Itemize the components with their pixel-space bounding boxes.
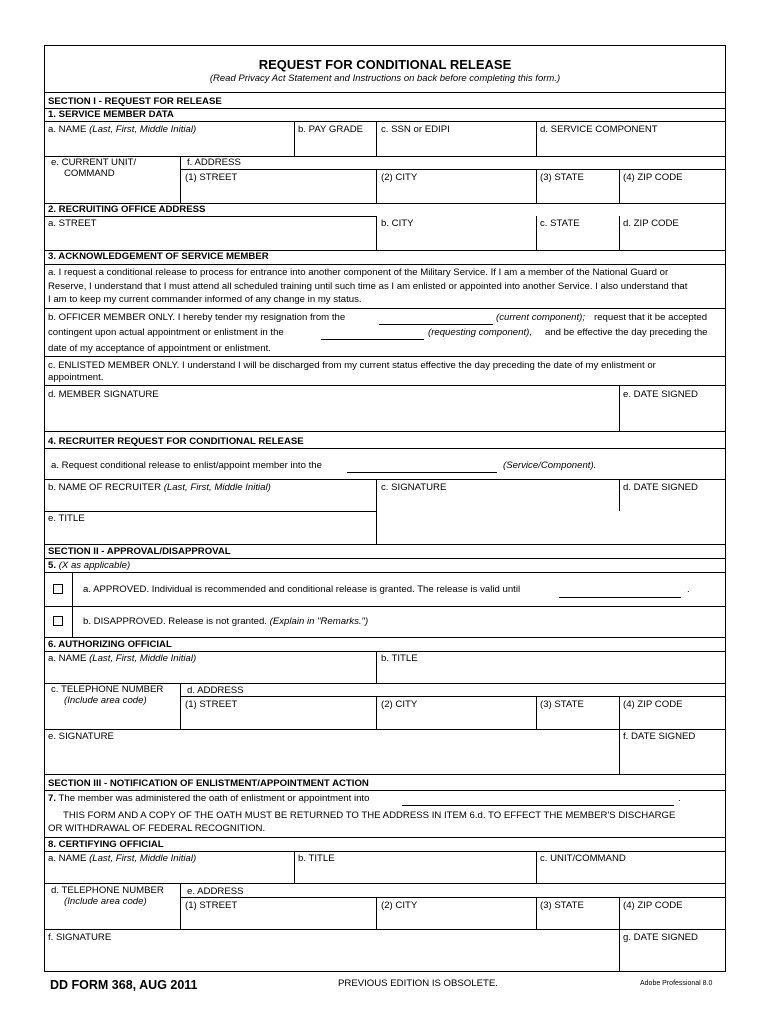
- ssn-label: c. SSN or EDIPI: [381, 124, 450, 135]
- name-label: a. NAME (Last, First, Middle Initial): [48, 124, 197, 135]
- rule: [45, 431, 725, 432]
- name-field[interactable]: [46, 136, 292, 155]
- recruiter-name-field[interactable]: [46, 494, 374, 510]
- auth-date-signed-label: f. DATE SIGNED: [623, 731, 696, 742]
- service-component-field[interactable]: [538, 136, 724, 155]
- rule: [376, 897, 377, 929]
- rule: [45, 837, 725, 838]
- ack-c-line1: c. ENLISTED MEMBER ONLY. I understand I will be discharged from my current status effective the day preceding the date of my enlistment or: [48, 360, 656, 371]
- cert-unit-label: c. UNIT/COMMAND: [540, 853, 626, 864]
- rule: [45, 92, 725, 93]
- auth-city-label: (2) CITY: [381, 699, 418, 710]
- cert-address-label: e. ADDRESS: [187, 886, 244, 897]
- rule: [619, 729, 620, 774]
- rule: [536, 696, 537, 729]
- rule: [45, 448, 725, 449]
- rule: [294, 121, 295, 156]
- recruiter-signature-label: c. SIGNATURE: [381, 482, 447, 493]
- rule: [45, 121, 725, 122]
- cert-city-label: (2) CITY: [381, 900, 418, 911]
- item-7-period: .: [678, 793, 681, 804]
- city-field[interactable]: [378, 184, 534, 202]
- zip-field[interactable]: [621, 184, 724, 202]
- recruiter-name-label: b. NAME OF RECRUITER (Last, First, Middle Initial): [48, 482, 271, 493]
- rule: [376, 216, 377, 250]
- auth-name-label: a. NAME (Last, First, Middle Initial): [48, 653, 197, 664]
- recruiting-zip-field[interactable]: [621, 230, 724, 249]
- zip-label: (4) ZIP CODE: [623, 172, 683, 183]
- rule: [376, 651, 377, 683]
- cert-date-signed-field[interactable]: [621, 944, 724, 970]
- ack-a-line3: I am to keep my current commander informed of any change in my status.: [48, 294, 362, 305]
- ack-b-line3: date of my acceptance of appointment or enlistment.: [48, 343, 271, 354]
- recruiting-city-field[interactable]: [378, 230, 534, 249]
- recruiting-street-label: a. STREET: [48, 218, 97, 229]
- rule: [45, 356, 725, 357]
- rule: [536, 897, 537, 929]
- item-3-heading: 3. ACKNOWLEDGEMENT OF SERVICE MEMBER: [48, 251, 269, 262]
- current-unit-field[interactable]: [46, 180, 178, 202]
- rule: [536, 169, 537, 203]
- obsolete-notice: PREVIOUS EDITION IS OBSOLETE.: [338, 978, 498, 989]
- auth-street-label: (1) STREET: [185, 699, 238, 710]
- cert-signature-field[interactable]: [46, 944, 617, 970]
- approved-checkbox[interactable]: [53, 584, 63, 594]
- ack-a-line1: a. I request a conditional release to process for entrance into another component of the Military Service. If I am a member of the National Guard or: [48, 267, 669, 278]
- cert-zip-label: (4) ZIP CODE: [623, 900, 683, 911]
- rule: [180, 156, 181, 203]
- rule: [45, 774, 725, 775]
- form-title: REQUEST FOR CONDITIONAL RELEASE: [258, 57, 512, 72]
- rule: [294, 851, 295, 883]
- auth-phone-label: c. TELEPHONE NUMBER: [51, 684, 164, 695]
- auth-phone-hint: (Include area code): [64, 695, 147, 706]
- cert-name-label: a. NAME (Last, First, Middle Initial): [48, 853, 197, 864]
- rule: [536, 121, 537, 156]
- rule: [45, 385, 725, 386]
- auth-date-signed-field[interactable]: [621, 743, 724, 773]
- recruiting-zip-label: d. ZIP CODE: [623, 218, 679, 229]
- item-4-heading: 4. RECRUITER REQUEST FOR CONDITIONAL RELEASE: [48, 436, 304, 447]
- rule: [45, 606, 725, 607]
- rule: [45, 479, 725, 480]
- rule: [45, 790, 725, 791]
- rule: [180, 883, 181, 929]
- ack-b-line1: b. OFFICER MEMBER ONLY. I hereby tender my resignation from the: [48, 312, 346, 323]
- rule: [619, 929, 620, 971]
- service-component-request-field[interactable]: [347, 472, 497, 473]
- recruiting-state-field[interactable]: [538, 230, 617, 249]
- item-7-text: 7. The member was administered the oath of enlistment or appointment into: [48, 793, 370, 804]
- recruiting-state-label: c. STATE: [540, 218, 580, 229]
- recruiter-request-text: a. Request conditional release to enlist/appoint member into the: [51, 460, 322, 471]
- state-label: (3) STATE: [540, 172, 584, 183]
- current-unit-label-2: COMMAND: [64, 168, 115, 179]
- ack-b-line1-end: request that it be accepted: [594, 312, 708, 323]
- member-date-signed-label: e. DATE SIGNED: [623, 389, 698, 400]
- return-notice-line2: OR WITHDRAWAL OF FEDERAL RECOGNITION.: [48, 823, 266, 834]
- address-label: f. ADDRESS: [187, 157, 241, 168]
- auth-zip-field[interactable]: [621, 711, 724, 728]
- oath-component-field[interactable]: [402, 805, 674, 806]
- rule: [619, 479, 620, 511]
- rule: [619, 169, 620, 203]
- service-component-hint: (Service/Component).: [503, 460, 597, 471]
- auth-title-label: b. TITLE: [381, 653, 418, 664]
- item-1-heading: 1. SERVICE MEMBER DATA: [48, 109, 174, 120]
- disapproved-checkbox[interactable]: [53, 616, 63, 626]
- dd-form-368: [44, 45, 726, 972]
- rule: [45, 729, 725, 730]
- ssn-field[interactable]: [378, 136, 534, 155]
- street-label: (1) STREET: [185, 172, 238, 183]
- rule: [45, 851, 725, 852]
- recruiter-signature-field[interactable]: [378, 494, 617, 543]
- cert-street-field[interactable]: [182, 912, 374, 928]
- member-signature-label: d. MEMBER SIGNATURE: [48, 389, 159, 400]
- ack-a-line2: Reserve, I understand that I must attend all scheduled training until such time as I am enlisted or appointed into another Service. I also understand that: [48, 281, 688, 292]
- rule: [376, 479, 377, 544]
- rule: [45, 511, 376, 512]
- ack-b-line2-end: and be effective the day preceding the: [545, 327, 708, 338]
- current-component-field[interactable]: [379, 324, 493, 325]
- cert-state-field[interactable]: [538, 912, 617, 928]
- recruiting-street-field[interactable]: [46, 230, 374, 249]
- rule: [619, 216, 620, 250]
- rule: [45, 216, 376, 217]
- rule: [45, 544, 725, 545]
- recruiter-date-signed-label: d. DATE SIGNED: [623, 482, 698, 493]
- rule: [45, 929, 725, 930]
- item-5-label: 5. (X as applicable): [48, 560, 131, 571]
- cert-unit-field[interactable]: [538, 865, 724, 882]
- member-signature-field[interactable]: [46, 402, 617, 430]
- recruiter-title-field[interactable]: [46, 525, 374, 543]
- member-date-signed-field[interactable]: [621, 402, 724, 430]
- cert-date-signed-label: g. DATE SIGNED: [623, 932, 698, 943]
- auth-state-field[interactable]: [538, 711, 617, 728]
- rule: [180, 683, 181, 729]
- approved-text: a. APPROVED. Individual is recommended and conditional release is granted. The release is valid until: [83, 584, 521, 595]
- rule: [180, 897, 725, 898]
- auth-city-field[interactable]: [378, 711, 534, 728]
- rule: [45, 883, 725, 884]
- service-component-label: d. SERVICE COMPONENT: [540, 124, 658, 135]
- requesting-component-hint: (requesting component),: [428, 327, 532, 338]
- rule: [619, 385, 620, 431]
- current-unit-label: e. CURRENT UNIT/: [51, 157, 137, 168]
- section-1-header: SECTION I - REQUEST FOR RELEASE: [48, 96, 222, 107]
- auth-title-field[interactable]: [378, 665, 724, 682]
- cert-street-label: (1) STREET: [185, 900, 238, 911]
- disapproved-text: b. DISAPPROVED. Release is not granted. (Explain in "Remarks."): [83, 616, 369, 627]
- auth-signature-field[interactable]: [46, 743, 617, 773]
- rule: [45, 572, 725, 573]
- section-2-header: SECTION II - APPROVAL/DISAPPROVAL: [48, 546, 231, 557]
- cert-phone-label: d. TELEPHONE NUMBER: [51, 885, 164, 896]
- street-field[interactable]: [182, 184, 374, 202]
- form-number: DD FORM 368, AUG 2011: [50, 978, 198, 992]
- approved-period: .: [687, 584, 690, 595]
- cert-zip-field[interactable]: [621, 912, 724, 928]
- cert-phone-field[interactable]: [46, 908, 178, 928]
- item-8-heading: 8. CERTIFYING OFFICIAL: [48, 839, 164, 850]
- cert-phone-hint: (Include area code): [64, 896, 147, 907]
- return-notice-line1: THIS FORM AND A COPY OF THE OATH MUST BE RETURNED TO THE ADDRESS IN ITEM 6.d. TO EFFECT THE MEMBER'S DISCHARGE: [63, 810, 676, 821]
- auth-zip-label: (4) ZIP CODE: [623, 699, 683, 710]
- item-2-heading: 2. RECRUITING OFFICE ADDRESS: [48, 204, 206, 215]
- rule: [72, 572, 73, 637]
- rule: [45, 156, 725, 157]
- rule: [45, 308, 725, 309]
- rule: [376, 169, 377, 203]
- cert-title-label: b. TITLE: [298, 853, 335, 864]
- rule: [45, 637, 725, 638]
- rule: [376, 121, 377, 156]
- rule: [180, 169, 725, 170]
- auth-street-field[interactable]: [182, 711, 374, 728]
- form-subtitle: (Read Privacy Act Statement and Instructions on back before completing this form.): [209, 73, 561, 84]
- cert-state-label: (3) STATE: [540, 900, 584, 911]
- state-field[interactable]: [538, 184, 617, 202]
- requesting-component-field[interactable]: [321, 339, 424, 340]
- auth-phone-field[interactable]: [46, 708, 178, 728]
- pay-grade-field[interactable]: [296, 136, 374, 155]
- rule: [45, 651, 725, 652]
- rule: [45, 264, 725, 265]
- software-note: Adobe Professional 8.0: [640, 980, 713, 987]
- rule: [536, 216, 537, 250]
- auth-name-field[interactable]: [46, 665, 374, 682]
- recruiter-title-label: e. TITLE: [48, 513, 85, 524]
- auth-signature-label: e. SIGNATURE: [48, 731, 114, 742]
- cert-title-field[interactable]: [296, 865, 534, 882]
- rule: [619, 897, 620, 929]
- city-label: (2) CITY: [381, 172, 418, 183]
- recruiting-city-label: b. CITY: [381, 218, 414, 229]
- ack-c-line2: appointment.: [48, 372, 104, 383]
- current-component-hint: (current component);: [496, 312, 586, 323]
- item-6-heading: 6. AUTHORIZING OFFICIAL: [48, 639, 172, 650]
- cert-name-field[interactable]: [46, 865, 292, 882]
- rule: [376, 696, 377, 729]
- valid-until-field[interactable]: [559, 597, 681, 598]
- cert-city-field[interactable]: [378, 912, 534, 928]
- pay-grade-label: b. PAY GRADE: [298, 124, 364, 135]
- section-3-header: SECTION III - NOTIFICATION OF ENLISTMENT/APPOINTMENT ACTION: [48, 778, 369, 789]
- recruiter-date-signed-field[interactable]: [621, 494, 724, 543]
- rule: [619, 696, 620, 729]
- cert-signature-label: f. SIGNATURE: [48, 932, 112, 943]
- rule: [536, 851, 537, 883]
- ack-b-line2: contingent upon actual appointment or enlistment in the: [48, 327, 284, 338]
- rule: [180, 696, 725, 697]
- auth-state-label: (3) STATE: [540, 699, 584, 710]
- rule: [45, 558, 725, 559]
- auth-address-label: d. ADDRESS: [187, 685, 244, 696]
